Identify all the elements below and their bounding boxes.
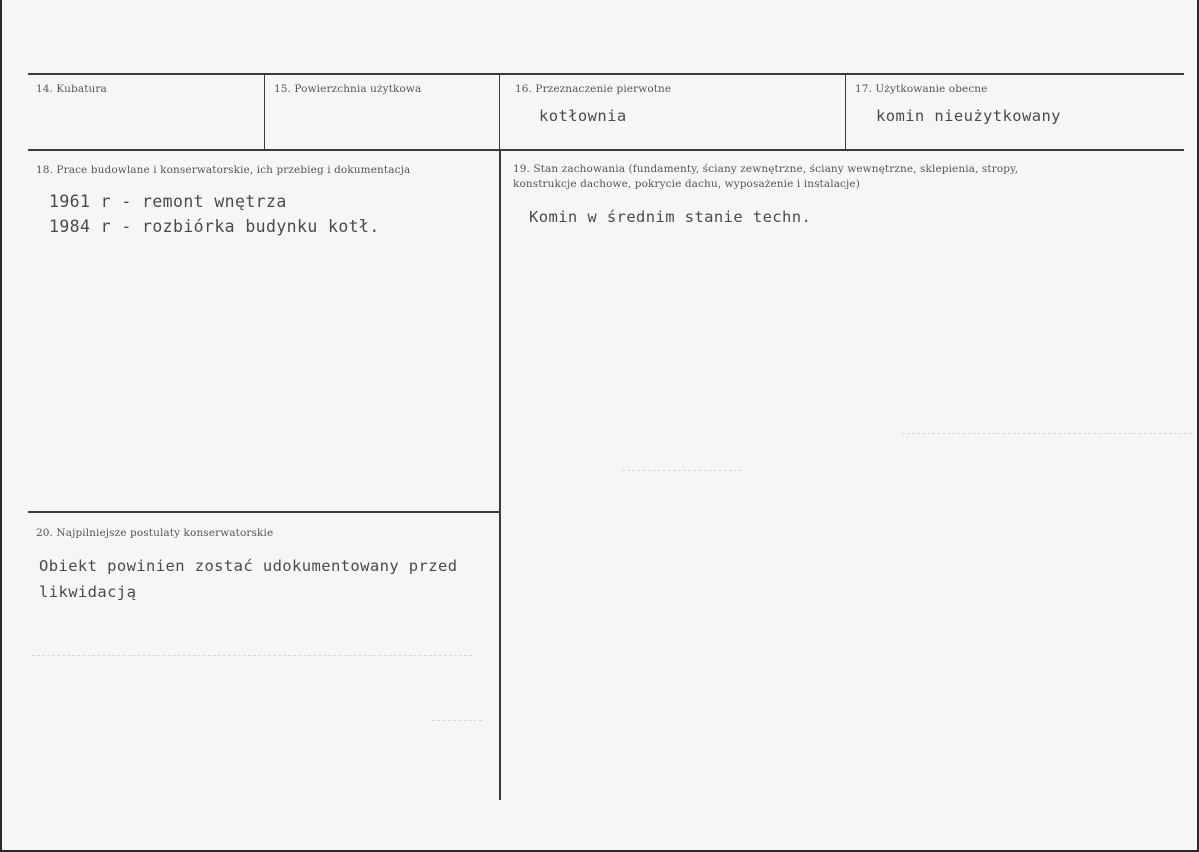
divider-16-17: [845, 75, 846, 150]
faint-line: [622, 470, 742, 472]
field-19-value: Komin w średnim stanie techn.: [529, 208, 812, 226]
field-20-line-1: Obiekt powinien zostać udokumentowany przed: [39, 557, 458, 575]
field-18-line-1: 1961 r - remont wnętrza: [49, 192, 287, 211]
field-14-label: 14. Kubatura: [36, 83, 107, 95]
field-16-value: kotłownia: [539, 107, 627, 125]
faint-line: [32, 655, 472, 657]
field-16-label: 16. Przeznaczenie pierwotne: [515, 83, 672, 95]
field-15-label: 15. Powierzchnia użytkowa: [274, 83, 422, 95]
faint-line: [432, 720, 482, 722]
field18-bottom-rule: [28, 511, 499, 513]
field-19-label-line-2: konstrukcje dachowe, pokrycie dachu, wyposażenie i instalacje): [513, 178, 860, 190]
row1-bottom-rule: [28, 149, 1184, 151]
field-19-label-line-1: 19. Stan zachowania (fundamenty, ściany zewnętrzne, ściany wewnętrzne, sklepienia, stropy,: [513, 163, 1019, 175]
field-17-value: komin nieużytkowany: [876, 107, 1061, 125]
field-20-line-2: likwidacją: [39, 583, 137, 601]
field-17-label: 17. Użytkowanie obecne: [855, 83, 988, 95]
field-18-line-2: 1984 r - rozbiórka budynku kotł.: [49, 217, 380, 236]
faint-line: [902, 433, 1192, 435]
divider-15-16: [499, 75, 500, 150]
top-rule: [28, 73, 1184, 75]
divider-14-15: [264, 75, 265, 150]
field-20-label: 20. Najpilniejsze postulaty konserwatorskie: [36, 527, 274, 539]
divider-main: [499, 150, 501, 800]
field-18-label: 18. Prace budowlane i konserwatorskie, ich przebieg i dokumentacja: [36, 164, 411, 176]
